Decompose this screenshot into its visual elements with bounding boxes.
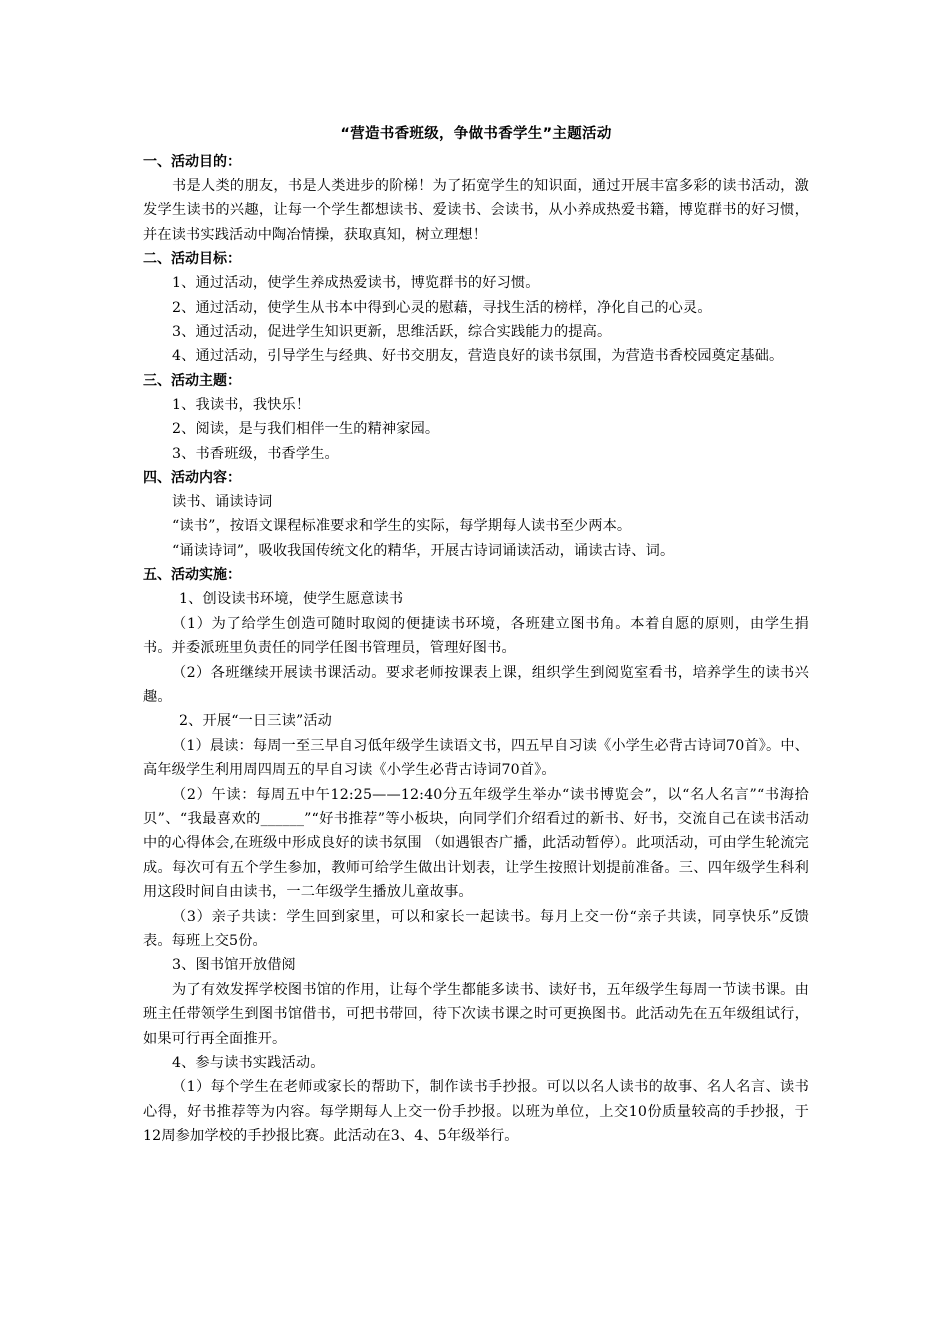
list-item: 2、阅读，是与我们相伴一生的精神家园。 (172, 421, 440, 438)
paragraph: “读书”，按语文课程标准要求和学生的实际，每学期每人读书至少两本。 (172, 518, 632, 535)
list-item: 2、通过活动，使学生从书本中得到心灵的慰藉，寻找生活的榜样，净化自己的心灵。 (172, 299, 712, 316)
subsection-heading: 1、创设读书环境，使学生愿意读书 (179, 591, 404, 608)
paragraph: （1）每个学生在老师或家长的帮助下，制作读书手抄报。可以以名人读书的故事、名人名言、读书心得，好书推荐等为内容。每学期每人上交一份手抄报。以班为单位，上交10份质量较高的手抄报，于12周参加学校的手抄报比赛。此活动在3、4、5年级举行。 (143, 1079, 809, 1145)
section-heading-theme: 三、活动主题： (143, 372, 241, 389)
section-heading-goals: 二、活动目标： (143, 251, 241, 268)
list-item: 1、通过活动，使学生养成热爱读书，博览群书的好习惯。 (172, 275, 540, 292)
list-item: 3、书香班级，书香学生。 (172, 445, 339, 462)
paragraph: 读书、诵读诗词 (172, 494, 273, 511)
paragraph: “诵读诗词”，吸收我国传统文化的精华，开展古诗词诵读活动，诵读古诗、词。 (172, 542, 675, 559)
document-title: “营造书香班级，争做书香学生”主题活动 (340, 126, 612, 142)
paragraph: （3）亲子共读：学生回到家里，可以和家长一起读书。每月上交一份“亲子共读，同享快乐”反馈表。每班上交5份。 (143, 908, 809, 949)
list-item: 1、我读书，我快乐！ (172, 396, 311, 413)
subsection-heading: 3、图书馆开放借阅 (172, 957, 296, 974)
paragraph: （1）为了给学生创造可随时取阅的便捷读书环境，各班建立图书角。本着自愿的原则，由学生捐书。并委派班里负责任的同学任图书管理员，管理好图书。 (143, 615, 809, 657)
paragraph: （2）各班继续开展读书课活动。要求老师按课表上课，组织学生到阅览室看书，培养学生的读书兴趣。 (143, 664, 809, 705)
list-item: 3、通过活动，促进学生知识更新，思维活跃，综合实践能力的提高。 (172, 324, 612, 341)
document-page (143, 122, 809, 1149)
section-heading-implementation: 五、活动实施： (143, 567, 241, 584)
section-heading-purpose: 一、活动目的： (143, 154, 241, 170)
paragraph: （2）午读：每周五中午12:25——12:40分五年级学生举办“读书博览会”，以“名人名言”“书海拾贝”、“我最喜欢的______”“好书推荐”等小板块，向同学们介绍看过的新书、好书，交流自己在读书活动中的心得体会,在班级中形成良好的读书氛围 （如遇银杏广播，此活动暂停）。此项活动，可由学生轮流完成。每次可有五个学生参加，教师可给学生做出计划表，让学生按照计划提前准备。三、四年级学生科利用这段时间自由读书，一二年级学生播放儿童故事。 (143, 786, 809, 901)
paragraph: 为了有效发挥学校图书馆的作用，让每个学生都能多读书、读好书，五年级学生每周一节读书课。由班主任带领学生到图书馆借书，可把书带回，待下次读书课之时可更换图书。此活动先在五年级组试行，如果可行再全面推开。 (143, 981, 809, 1047)
subsection-heading: 4、参与读书实践活动。 (172, 1055, 325, 1071)
paragraph: 书是人类的朋友，书是人类进步的阶梯！为了拓宽学生的知识面，通过开展丰富多彩的读书活动，激发学生读书的兴趣，让每一个学生都想读书、爱读书、会读书，从小养成热爱书籍，博览群书的好习惯，并在读书实践活动中陶冶情操，获取真知，树立理想！ (143, 178, 809, 243)
section-heading-content: 四、活动内容： (143, 470, 241, 487)
paragraph: （1）晨读：每周一至三早自习低年级学生读语文书，四五早自习读《小学生必背古诗词70首》。中、高年级学生利用周四周五的早自习读《小学生必背古诗词70首》。 (143, 737, 809, 779)
subsection-heading: 2、开展“一日三读”活动 (179, 713, 333, 730)
list-item: 4、通过活动，引导学生与经典、好书交朋友，营造良好的读书氛围，为营造书香校园奠定基础。 (172, 348, 784, 365)
